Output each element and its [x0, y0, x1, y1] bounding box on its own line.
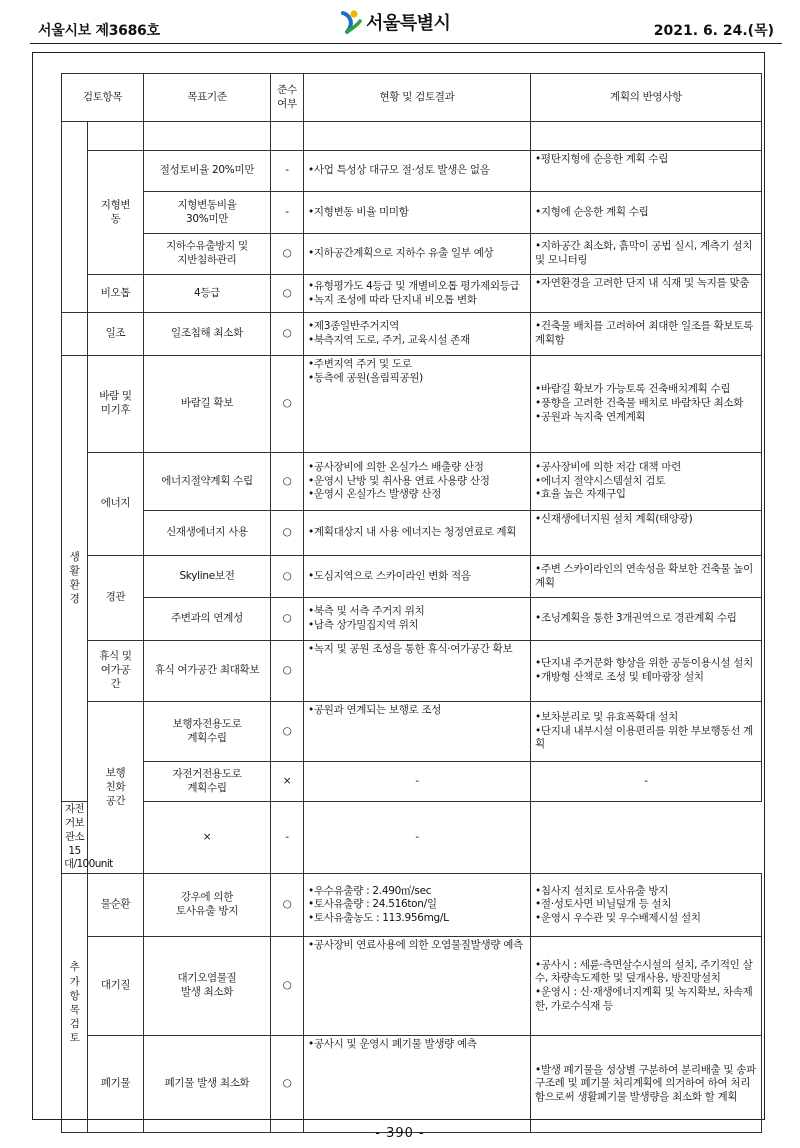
list-line: •단지내 내부시설 이용편리를 위한 부보행동선 계획 — [535, 724, 753, 751]
row-8-target: 신재생에너지 사용 — [144, 511, 271, 556]
sub-rest-label: 휴식 및 여가공간 — [99, 650, 132, 690]
row-8-plan — [531, 511, 762, 556]
row-9-status — [304, 556, 531, 598]
table-row — [62, 313, 762, 356]
row-10-target: 주변과의 연계성 — [144, 598, 271, 641]
issue-date: 2021. 6. 24.(목) — [653, 23, 774, 39]
row-2-target — [144, 192, 271, 234]
row-0-status — [304, 122, 531, 151]
page-number: - 390 - — [375, 1126, 425, 1141]
row-1-status — [304, 151, 531, 192]
list-line: •평탄지형에 순응한 계획 수립 — [535, 153, 669, 165]
row-3-status — [304, 234, 531, 275]
row-14-plan — [304, 802, 531, 874]
row-7-status — [304, 453, 531, 511]
list-line: •침사지 설치로 토사유출 방지 — [535, 884, 669, 897]
list-line: - — [644, 774, 648, 787]
row-13-target-text: 자전거전용도로 계획수립 — [172, 767, 242, 794]
row-7-comply: ○ — [271, 453, 304, 511]
list-line: •녹지 조성에 따라 단지내 비오톱 변화 — [308, 293, 477, 306]
list-line: •공원과 연계되는 보행로 조성 — [308, 704, 442, 716]
header-target: 목표기준 — [144, 74, 271, 122]
row-1-plan — [531, 151, 762, 192]
row-9-comply: ○ — [271, 556, 304, 598]
sub-walk — [88, 702, 144, 874]
row-4-target: 4등급 — [144, 275, 271, 313]
sub-landscape: 경관 — [88, 556, 144, 641]
row-8-comply: ○ — [271, 511, 304, 556]
row-3-target — [144, 234, 271, 275]
row-14-comply: × — [144, 802, 271, 874]
row-2-plan — [531, 192, 762, 234]
list-line: •운영시 온실가스 발생량 산정 — [308, 488, 442, 501]
row-6-comply: ○ — [271, 356, 304, 453]
list-line: •주변지역 주거 및 도로 — [308, 358, 412, 370]
list-line: •효율 높은 자재구입 — [535, 488, 626, 501]
list-line: •운영시 : 신·재생에너지계획 및 녹지확보, 차속제한, 가로수식재 등 — [535, 986, 753, 1013]
row-16-target-text: 대기오염물질 발생 최소화 — [177, 972, 237, 999]
list-line: •절·성토사면 비닐덮개 등 설치 — [535, 898, 672, 911]
table-row — [62, 702, 762, 762]
list-line: •토사유출농도 : 113.956mg/L — [308, 912, 449, 925]
row-4-status — [304, 275, 531, 313]
row-3-plan — [531, 234, 762, 275]
list-line: •자연환경을 고려한 단지 내 식재 및 녹지를 맞춤 — [535, 277, 750, 289]
table-row — [62, 641, 762, 702]
list-line: •우수유출량 : 2.490㎥/sec — [308, 884, 432, 897]
row-0-plan — [531, 122, 762, 151]
row-5-plan — [531, 313, 762, 356]
row-7-target: 에너지절약계획 수립 — [144, 453, 271, 511]
seoul-logo-icon — [340, 9, 362, 35]
list-line: •공사장비에 의한 온실가스 배출량 산정 — [308, 460, 484, 473]
row-12-target-text: 보행자전용도로 계획수립 — [172, 717, 242, 744]
row-5-status — [304, 313, 531, 356]
row-10-plan — [531, 598, 762, 641]
row-16-target — [144, 937, 271, 1036]
row-17-plan — [531, 1036, 762, 1133]
header-comply — [271, 74, 304, 122]
row-5-comply: ○ — [271, 313, 304, 356]
list-line: •공사장비에 의한 저감 대책 마련 — [535, 460, 682, 473]
list-line: - — [415, 830, 419, 843]
row-4-plan — [531, 275, 762, 313]
row-5-target: 일조침해 최소화 — [144, 313, 271, 356]
group-living — [62, 356, 88, 802]
list-line: •지형변동 비율 미미함 — [308, 205, 409, 218]
row-13-status — [304, 762, 531, 802]
row-10-comply: ○ — [271, 598, 304, 641]
list-line: •발생 폐기물을 성상별 구분하여 분리배출 및 송파구조례 및 폐기물 처리계획에 의거하여 하여 처리함으로써 생활폐기물 발생량을 최소화 할 계획 — [535, 1063, 756, 1104]
row-15-comply: ○ — [271, 874, 304, 937]
row-0-target — [144, 122, 271, 151]
list-line: •운영시 난방 및 취사용 연료 사용량 산정 — [308, 474, 490, 487]
header-item: 검토항목 — [62, 74, 144, 122]
list-line: •공원과 녹지축 연계계획 — [535, 410, 646, 423]
list-line: •건축물 배치를 고려하여 최대한 일조를 확보토록 계획함 — [535, 320, 753, 346]
sub-rest — [88, 641, 144, 702]
row-11-target: 휴식 여가공간 최대확보 — [144, 641, 271, 702]
table-row — [62, 151, 762, 192]
group-add-label: 추가항목검토 — [69, 961, 80, 1045]
list-line: •북측 및 서측 주거지 위치 — [308, 605, 425, 618]
row-15-target-text: 강우에 의한 토사유출 방지 — [175, 891, 239, 918]
row-3-target-text: 지하수유출방지 및 지반침하관리 — [166, 240, 248, 266]
row-7-plan — [531, 453, 762, 511]
row-12-status — [304, 702, 531, 762]
row-5-group — [62, 313, 88, 356]
row-17-target: 폐기물 발생 최소화 — [144, 1036, 271, 1133]
table-row — [62, 762, 762, 802]
table-row — [62, 122, 762, 151]
row-12-target — [144, 702, 271, 762]
sub-energy: 에너지 — [88, 453, 144, 556]
group-blank — [62, 122, 88, 313]
row-15-plan — [531, 874, 762, 937]
row-1-target: 절성토비율 20%미만 — [144, 151, 271, 192]
table-row — [62, 874, 762, 937]
list-line: •풍향을 고려한 건축물 배치로 바람차단 최소화 — [535, 397, 744, 410]
table-row — [62, 192, 762, 234]
row-3-comply: ○ — [271, 234, 304, 275]
table-row — [62, 1036, 762, 1133]
table-header-row — [62, 74, 762, 122]
row-1-comply: - — [271, 151, 304, 192]
list-line: •북측지역 도로, 주거, 교육시설 존재 — [308, 334, 470, 346]
row-16-plan — [531, 937, 762, 1036]
table-row — [62, 556, 762, 598]
list-line: •지하공간계획으로 지하수 유출 일부 예상 — [308, 247, 494, 260]
row-4-comply: ○ — [271, 275, 304, 313]
group-living-label: 생활환경 — [69, 550, 80, 606]
list-line: - — [415, 774, 419, 787]
list-line: - — [285, 830, 289, 843]
row-16-status — [304, 937, 531, 1036]
table-row — [62, 275, 762, 313]
sub-walk-label: 보행친화공간 — [105, 766, 126, 807]
list-line: •사업 특성상 대규모 절·성토 발생은 없음 — [308, 164, 490, 177]
list-line: •지하공간 최소화, 흙막이 공법 실시, 계측기 설치 및 모니터링 — [535, 240, 753, 266]
list-line: •주변 스카이라인의 연속성을 확보한 건축물 높이 계획 — [535, 562, 753, 589]
table-row — [62, 356, 762, 453]
row-17-status — [304, 1036, 531, 1133]
row-6-target: 바람길 확보 — [144, 356, 271, 453]
row-8-status — [304, 511, 531, 556]
row-14-target: 자전거보관소 15대/100unit — [62, 802, 88, 874]
sub-biotope: 비오톱 — [88, 275, 144, 313]
sub-sunlight: 일조 — [88, 313, 144, 356]
row-16-comply: ○ — [271, 937, 304, 1036]
row-6-status — [304, 356, 531, 453]
table-row — [62, 511, 762, 556]
sub-waste: 폐기물 — [88, 1036, 144, 1133]
list-line: •에너지 절약시스템설치 검토 — [535, 474, 666, 487]
sub-wind — [88, 356, 144, 453]
list-line: •제3종일반주거지역 — [308, 320, 400, 333]
list-line: •공사장비 연료사용에 의한 오염물질발생량 예측 — [308, 939, 523, 952]
list-line: •신재생에너지원 설치 계획(태양광) — [535, 513, 693, 525]
row-11-plan — [531, 641, 762, 702]
row-6-plan — [531, 356, 762, 453]
row-14-status — [271, 802, 304, 874]
table-row — [62, 453, 762, 511]
row-2-status — [304, 192, 531, 234]
header-plan: 계획의 반영사항 — [531, 74, 762, 122]
row-15-status — [304, 874, 531, 937]
row-11-status — [304, 641, 531, 702]
list-line: •도심지역으로 스카이라인 변화 적음 — [308, 569, 471, 582]
list-line: •바람길 확보가 가능토록 건축배치계획 수립 — [535, 383, 731, 396]
table-row — [62, 802, 762, 874]
seoul-logo — [340, 9, 450, 35]
list-line: •공사시 : 세륜·측면살수시설의 설치, 주기적인 살수, 차량속도제한 및 덮개사용, 방진망설치 — [535, 958, 753, 985]
list-line: •단지내 주거문화 향상을 위한 공동이용시설 설치 — [535, 657, 753, 670]
sub-air: 대기질 — [88, 937, 144, 1036]
row-0-comply — [271, 122, 304, 151]
list-line: •개방형 산책로 조성 및 테마광장 설치 — [535, 671, 704, 683]
row-13-target — [144, 762, 271, 802]
row-12-comply: ○ — [271, 702, 304, 762]
sub-wind-label: 바람 및 미기후 — [99, 390, 132, 416]
logo-text: 서울특별시 — [366, 13, 451, 34]
row-2-comply: - — [271, 192, 304, 234]
list-line: •남측 상가밀집지역 위치 — [308, 619, 419, 631]
list-line: •동측에 공원(올림픽공원) — [308, 371, 423, 384]
row-11-comply: ○ — [271, 641, 304, 702]
list-line: •토사유출량 : 24.516ton/일 — [308, 898, 437, 911]
row-9-target: Skyline보전 — [144, 556, 271, 598]
page-header — [0, 0, 800, 46]
list-line: •공사시 및 운영시 폐기물 발생량 예측 — [308, 1038, 477, 1051]
row-0-sub — [88, 122, 144, 151]
list-line: •조닝계획을 통한 3개권역으로 경관계획 수립 — [535, 612, 737, 625]
list-line: •보차분리로 및 유효폭확대 설치 — [535, 710, 678, 723]
row-15-target — [144, 874, 271, 937]
list-line: •지형에 순응한 계획 수립 — [535, 205, 649, 218]
list-line: •녹지 및 공원 조성을 통한 휴식·여가공간 확보 — [308, 643, 513, 655]
table-row — [62, 598, 762, 641]
table-row — [62, 234, 762, 275]
table-row — [62, 937, 762, 1036]
group-add — [62, 874, 88, 1133]
row-10-status — [304, 598, 531, 641]
sub-terrain-label: 지형변동 — [100, 198, 131, 225]
publication-title: 서울시보 제3686호 — [38, 23, 160, 39]
row-13-comply: × — [271, 762, 304, 802]
header-comply-text: 준수 여부 — [277, 83, 297, 110]
list-line: •운영시 우수관 및 우수배제시설 설치 — [535, 912, 701, 925]
sub-water: 물순환 — [88, 874, 144, 937]
list-line: •계획대상지 내 사용 에너지는 청정연료로 계획 — [308, 526, 517, 539]
list-line: •유형평가도 4등급 및 개별비오톱 평가제외등급 — [308, 279, 520, 292]
review-table — [61, 73, 762, 1133]
row-12-plan — [531, 702, 762, 762]
row-2-target-text: 지형변동비율 30%미만 — [177, 198, 237, 225]
header-status: 현황 및 검토결과 — [304, 74, 531, 122]
row-17-comply: ○ — [271, 1036, 304, 1133]
row-9-plan — [531, 556, 762, 598]
header-divider — [30, 43, 782, 44]
row-13-plan — [531, 762, 762, 802]
sub-terrain — [88, 151, 144, 275]
